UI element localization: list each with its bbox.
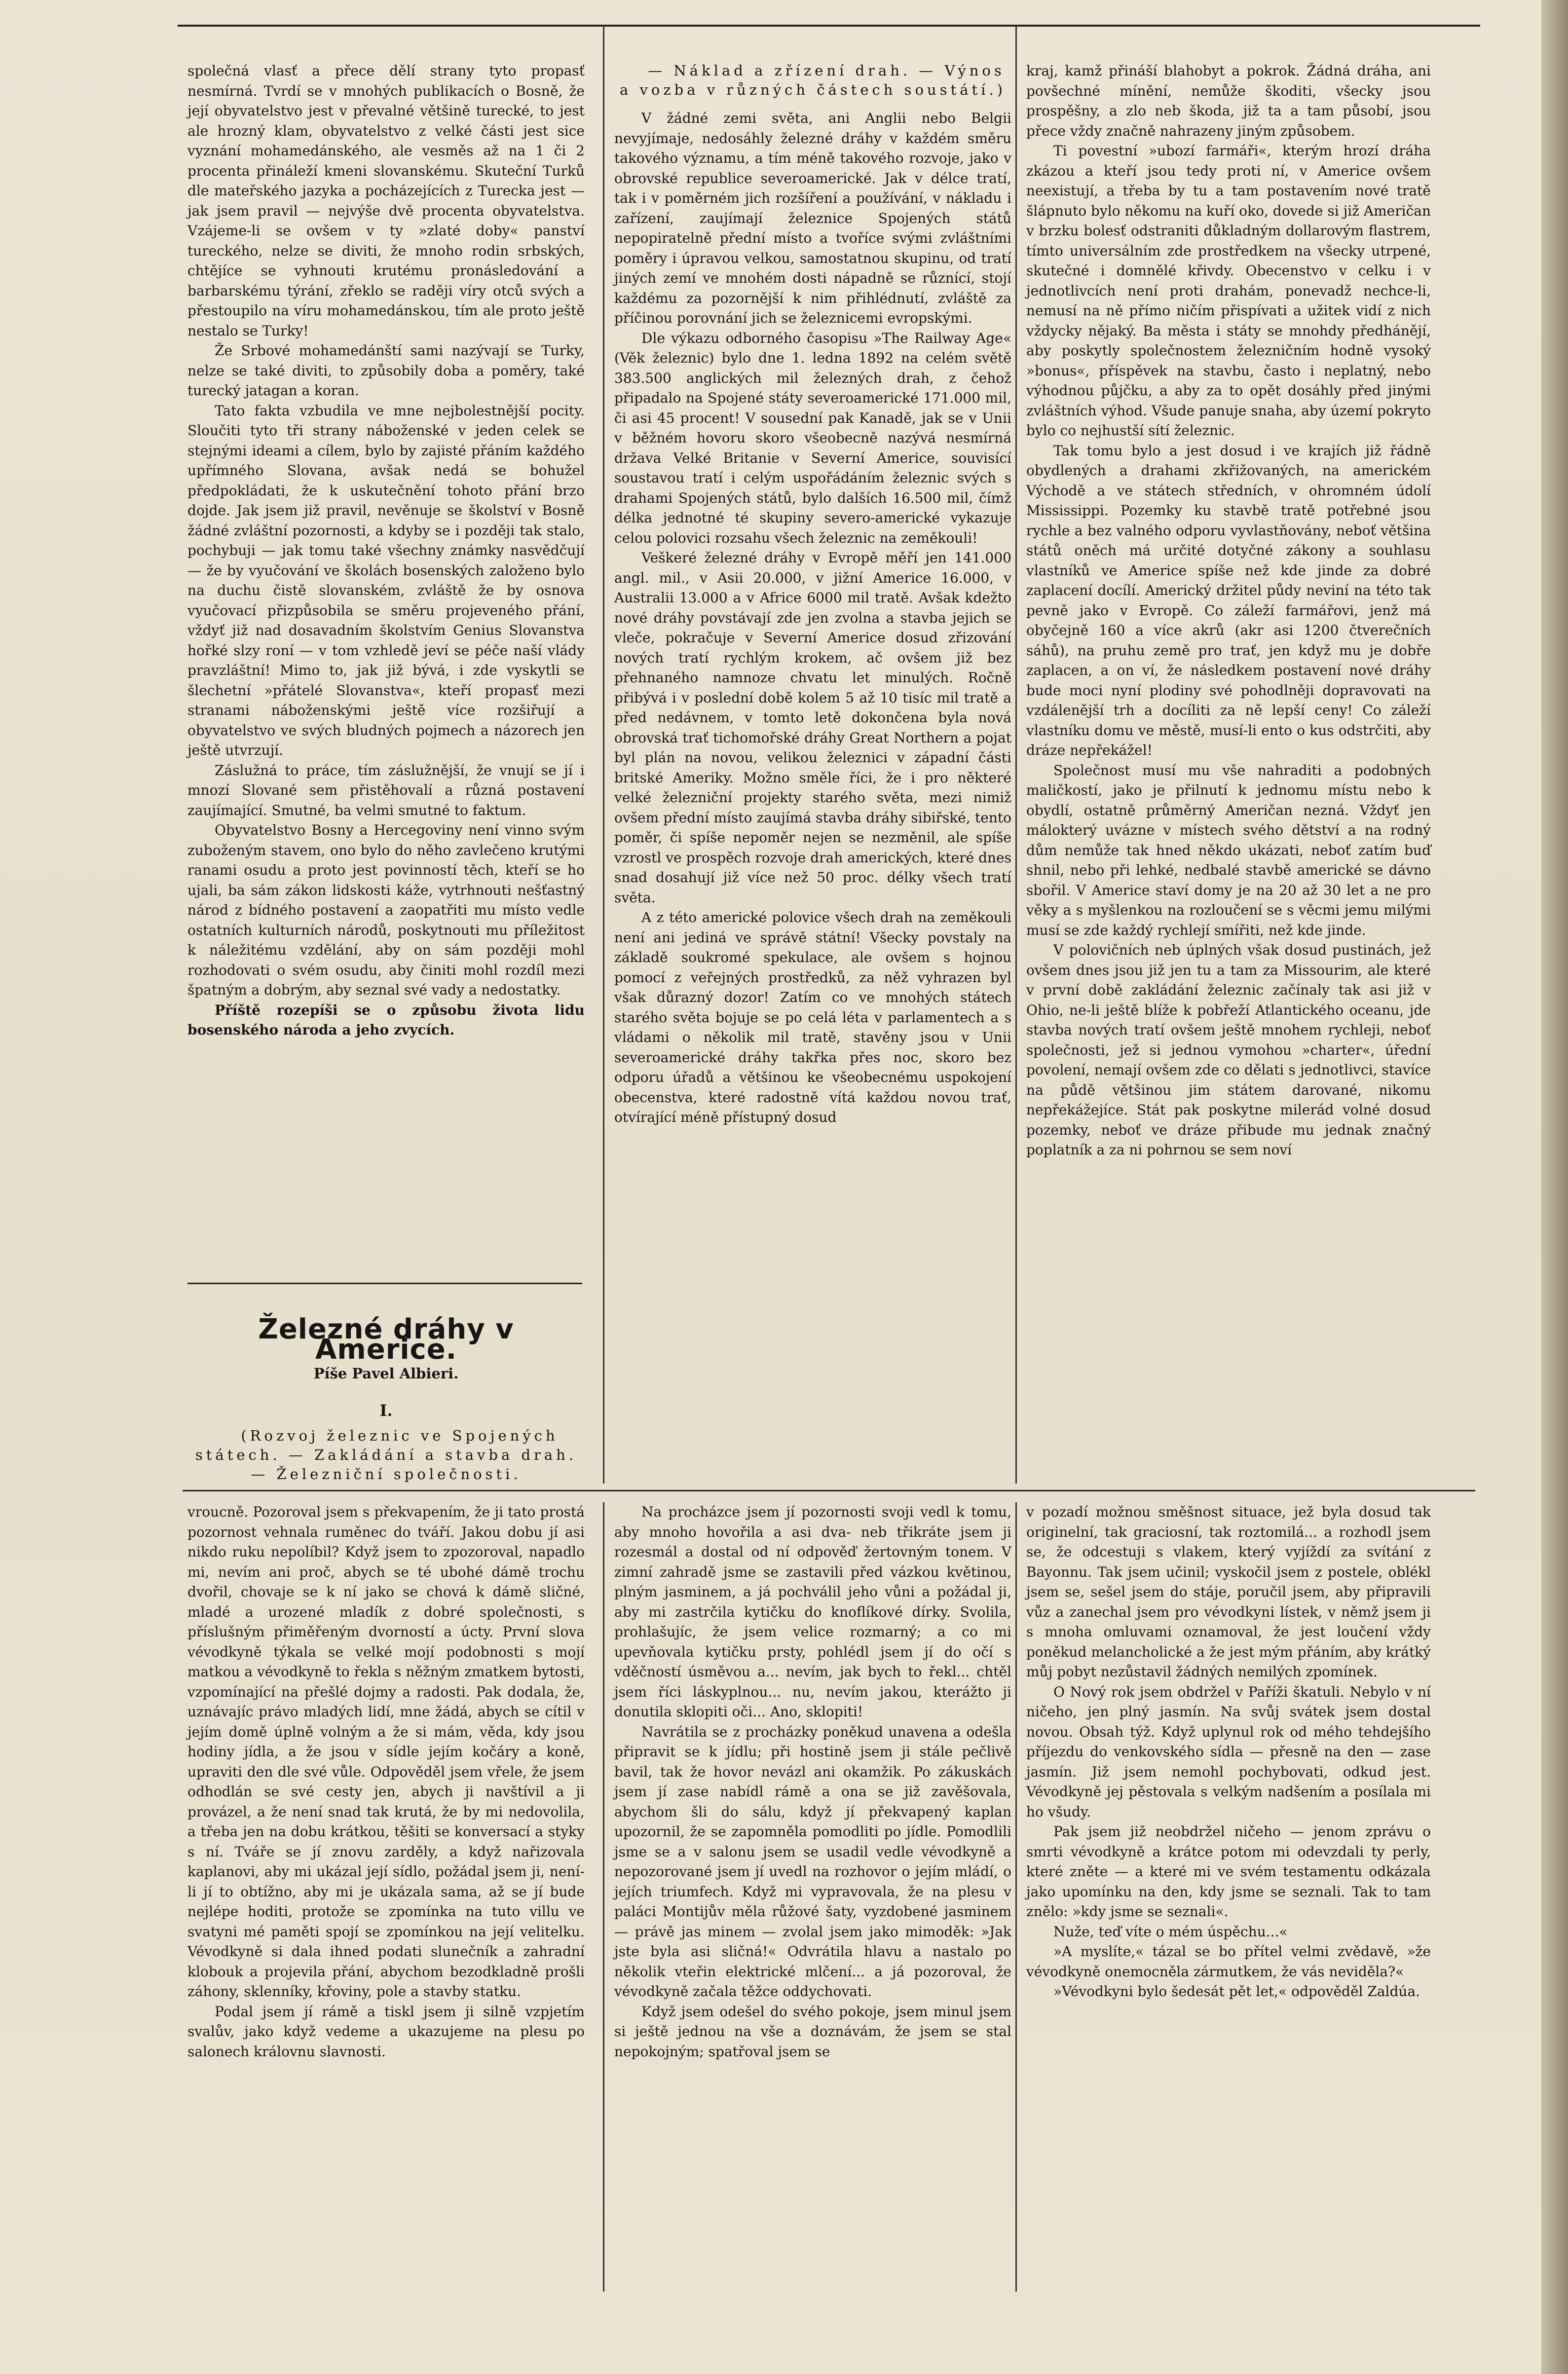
column-divider [1015,1502,1017,2292]
paragraph: Navrátila se z procházky poněkud unavena a odešla připravit se k jídlu; při hostině jsem ji stále pečlivě bavil, tak že hovor nevázl ani okamžik. Po zákuskách jsem jí zase nabídl rámě a ona se již zavěšovala, abychom šli do sálu, když jí překvapený kaplan upozornil, že se zapomněla pomodliti po jídle. Pomodlili jsme se a v salonu jsem se usadil vedle vévodkyně a nepozorované jsem jí uvedl na rozhovor o jejím mládí, o jejích triumfech. Když mi vypravovala, že na plesu v paláci Montijův měla růžové šaty, vyzdobené jasminem — právě jas minem — zvolal jsem jako mimoděk: »Jak jste byla asi sličná!« Odvrátila hlavu a nastalo po několik vteřin elektrické mlčení... a já pozoroval, že vévodkyně začala těžce oddychovati. [614,1723,1011,2000]
paragraph: Podal jsem jí rámě a tiskl jsem ji silně vzpjetím svalův, jako když vedeme a ukazujeme na plesu po salonech královnu slavnosti. [187,2003,585,2060]
paragraph: »A myslíte,« tázal se bo přítel velmi zvědavě, »že vévodkyně onemocněla zármutkem, že vás neviděla?« [1026,1943,1431,1980]
article-title: Železné dráhy v Americe. [258,1313,514,1366]
article-heading-block [187,1310,585,1484]
lower-column-3 [1026,1502,1431,2002]
column-divider [1015,26,1017,1484]
paragraph: O Nový rok jsem obdržel v Paříži škatuli. Nebylo v ní ničeho, jen plný jasmín. Na svůj svátek jsem dostal novou. Obsah týž. Když uplynul rok od mého tehdejšího příjezdu do venkovského sídla — přesně na den — zase jasmín. Již jsem nemohl pochybovati, odkud jest. Vévodkyně jej pěstovala s velkým nadšením a posílala mi ho všudy. [1026,1683,1431,1820]
paragraph: společná vlasť a přece dělí strany tyto propasť nesmírná. Tvrdí se v mnohých publikacích o Bosně, že její obyvatelstvo jest v převalné většině turecké, to jest ale hrozný klam, obyvatelstvo z velké části jest sice vyznání mohamedánského, ale vesměs až na 1 či 2 procenta přináleží kmeni slovanskému. Skuteční Turků dle mateřského jazyka a pocházejících z Turecka jest — jak jsem pravil — nejvýše dvě procenta obyvatelstva. Vzájeme-li se ovšem v ty »zlaté doby« panství tureckého, nelze se diviti, že mnoho rodin srbských, chtějíce se vyhnouti krutému pronásledování a barbarskému týrání, zřeklo se raději víry otců svých a přestoupilo na víru mohamedánskou, tím ale proto ještě nestalo se Turky! [187,63,585,339]
upper-column-3 [1026,61,1431,1160]
article-end-rule [187,1283,582,1284]
article-byline: Píše Pavel Albieri. [313,1365,459,1382]
paragraph: Když jsem odešel do svého pokoje, jsem minul jsem si ještě jednou na vše a doznávám, že jsem se stal nepokojným; spatřoval jsem se [614,2003,1011,2060]
paragraph: A z této americké polovice všech drah na zeměkouli není ani jediná ve správě státní! Všecky povstaly na základě soukromé spekulace, ale ovšem s hojnou pomocí z veřejných prostředků, za něž vyhrazen byl však důrazný dozor! Zatím co ve mnohých státech starého světa bojuje se po celá léta v parlamentech a s vládami o několik mil tratě, stavěny jsou v Unii severoamerické dráhy takřka přes noc, skoro bez odporu úřadů a většinou ke všeobecnému uspokojení obecenstva, které radostně vítá každou novou trať, otvírající méně přístupný dosud [614,909,1011,1125]
paragraph: V žádné zemi světa, ani Anglii nebo Belgii nevyjímaje, nedosáhly železné dráhy v každém směru takového významu, a tím méně takového rozvoje, jako v obrovské republice severoamerické. Jak v délce tratí, tak i v poměrném jich rozšíření a používání, v nákladu i zařízení, zaujímají železnice Spojených států nepopiratelně přední místo a tvoříce svými zvláštními poměry i úpravou velkou, samostatnou skupinu, od tratí jiných zemí ve mnohém dosti nápadně se různící, stojí každému za pozornější k nim přihlédnutí, zvláště za příčinou porovnání jich se železnicemi evropskými. [614,110,1011,326]
paragraph: vroucně. Pozoroval jsem s překvapením, že ji tato prostá pozornost vehnala ruměnec do tváří. Jakou dobu jí asi nikdo ruku nepolíbil? Když jsem to zpozoroval, napadlo mi, nevím ani proč, abych se té ubohé dámě trochu dvořil, chovaje se k ní jako se chová k dámě sličné, mladé a urozené mladík z dobré společnosti, s příslušným přiměřeným dvorností a úcty. První slova vévodkyně týkala se velké mojí podobnosti s mojí matkou a vévodkyně to řekla s něžným zmatkem bytosti, vzpomínající na přešlé dojmy a radosti. Pak dodala, že, uznávajíc právo mladých lidí, mne žádá, abych se cítil v jejím domě úplně volným a že si mám, věda, kdy jsou hodiny jídla, a že jsou v sídle jejím kočáry a koně, upraviti den dle své vůle. Odpověděl jsem vřele, že jsem odhodlán se své cesty jen, abych ji navštívil a ji provázel, a že není snad tak krutá, že by mi nedovolila, a třeba jen na dobu krátkou, těšiti se konversací a styky s ní. Tváře se jí znovu zarděly, a když nařizovala kaplanovi, aby mi ukázal její sídlo, požádal jsem ji, není-li jí to obtížno, aby mi je ukázala sama, až se jí bude nejlépe hoditi, protože se zpomínka na tuto villu ve svatyni mé paměti spojí se zpomínkou na její velitelku. Vévodkyně si dala ihned podati slunečník a zahradní klobouk a projevila přání, abychom bezodkladně prošli záhony, sklenníky, křoviny, pole a stavby statku. [187,1504,585,2000]
column-divider [603,26,604,1484]
paragraph: kraj, kamž přináší blahobyt a pokrok. Žádná dráha, ani povšechné mínění, nemůže škoditi, všecky jsou prospěšny, a zlo neb škoda, již ta a tam působí, jsou přece vždy značně nahrazeny jiným způsobem. [1026,63,1431,139]
paragraph: Tak tomu bylo a jest dosud i ve krajích již řádně obydlených a drahami zkřižovaných, na americkém Východě a ve státech středních, v ohromném údolí Mississippi. Pozemky ku stavbě tratě potřebné jsou rychle a bez valného odporu vyvlastňovány, neboť většina států oněch má určité dotyčné zákony a souhlasu vlastníků ve Americe spíše než kde jinde za dobré zaplacení docílí. Americký držitel půdy neviní na této tak pevně jako v Evropě. Co záleží farmářovi, jenž má obyčejně 160 a více akrů (akr asi 1200 čtverečních sáhů), na pruhu země pro trať, jen když mu je dobře zaplacen, a on ví, že následkem postavení nové dráhy bude moci nyní plodiny své pohodlněji dopravovati na vzdálenější trh a docíliti za ně lepší ceny! Co záleží vlastníku domu ve městě, musí-li ento o kus odstrčiti, aby dráze nepřekážel! [1026,442,1431,758]
paragraph: Záslužná to práce, tím záslužnější, že vnují se jí i mnozí Slované sem přistěhovalí a různá postavení zaujímající. Smutné, ba velmi smutné to faktum. [187,762,585,818]
paragraph: Ti povestní »ubozí farmáři«, kterým hrozí dráha zkázou a kteří jsou tedy proti ní, v Americe ovšem neexistují, a třeba by tu a tam postavením nové tratě šlápnuto bylo někomu na kuří oko, dovede si již Američan v brzku bolesť odstraniti důkladným dollarovým flastrem, tímto universálním zde prostředkem na všecky utrpené, skutečné i domnělé křivdy. Obecenstvo v celku i v jednotlivcích není proti drahám, ponevadž nechce-li, nemusí na ně přímo ničím přispívati a užitek vidí z nich vždycky nějaký. Ba města i státy se mnohdy předhánějí, aby poskytly společnostem železničním hodně vysoký »bonus«, příspěvek na stavbu, často i neplatný, nebo výhodnou půjčku, a aby za to opět dosáhly před jinými zvláštních výhod. Všude panuje snaha, aby území pokryto bylo co nejhustší sítí železnic. [1026,143,1431,439]
paragraph: Pak jsem již neobdržel ničeho — jenom zprávu o smrti vévodkyně a krátce potom mi odevzdali ty perly, které zněte — a které mi ve svém testamentu odkázala jako upomínku na den, kdy jsme se seznali. Tak to tam znělo: »kdy jsme se seznali«. [1026,1823,1431,1920]
paragraph: V polovičních neb úplných však dosud pustinách, jež ovšem dnes jsou již jen tu a tam za Missourim, ale které v první době zakládání železnic začínaly tak asi již v Ohio, ne-li ještě blíže k pobřeží Atlantického oceanu, jde stavba nových tratí ovšem ještě mnohem rychleji, neboť společnosti, jež si jednou vymohou »charter«, úřední povolení, nemají ovšem zde co dělati s jednotlivci, stavíce na půdě většinou jim státem darované, nikomu nepřekážejíce. Stát pak poskytne milerád volné dosud pozemky, neboť ve dráze přibude mu jednak značný poplatník a za ni pohrnou se sem noví [1026,942,1431,1158]
paragraph: v pozadí možnou směšnost situace, jež byla dosud tak originelní, tak graciosní, tak roztomilá... a rozhodl jsem se, že odcestuji s vlakem, který vyjíždí za svítání z Bayonnu. Tak jsem učinil; vyskočil jsem z postele, oblékl jsem se, sešel jsem do stáje, poručil jsem, aby připravili vůz a zanechal jsem pro vévodkyni lístek, v němž jsem ji s mnoha omluvami oznamoval, že jest loučení vždy poněkud melancholické a že jest mým přáním, aby krátký můj pobyt nezůstavil žádných nemilých zpomínek. [1026,1504,1431,1680]
lower-column-1 [187,1502,585,2062]
feuilleton-rule [183,1490,1475,1491]
paragraph: »Vévodkyni bylo šedesát pět let,« odpověděl Zaldúa. [1053,1983,1420,2000]
paragraph: Veškeré železné dráhy v Evropě měří jen 141.000 angl. mil., v Asii 20.000, v jižní Americe 16.000, v Australii 13.000 a v Africe 6000 mil tratě. Avšak kdežto nové dráhy povstávají zde jen zvolna a stavba jejich se vleče, pokračuje v Severní Americe dosud zřizování nových tratí rychlým krokem, ač ovšem již bez přehnaného namnoze chvatu let minulých. Ročně přibývá i v poslední době kolem 5 až 10 tisíc mil tratě a před nedávnem, v tomto letě dokončena byla nová obrovská trať tichomořské dráhy Great Northern a pojat byl plán na novou, velikou železnici v západní části britské Ameriky. Možno směle říci, že i pro některé velké železniční projekty starého světa, mezi nimiž ovšem přední místo zaujímá stavba dráhy sibiřské, tento poměr, či spíše nepoměr nejen se nezměnil, ale spíše vzrostl ve prospěch rozvoje drah amerických, které dnes snad dosahují již více než 50 proc. délky všech tratí světa. [614,550,1011,906]
upper-column-2 [614,61,1011,1128]
page-binding-edge [1541,0,1568,2374]
section-numeral: I. [379,1401,393,1420]
column-divider [603,1502,604,2292]
paragraph: Že Srbové mohamedánští sami nazývají se Turky, nelze se také diviti, to způsobily doba a poměry, také turecký jatagan a koran. [187,342,585,399]
article-subtitle-continued: — Náklad a zřízení drah. — Výnos a vozba v různých částech soustátí.) [620,62,1006,98]
article-subtitle: (Rozvoj železnic ve Spojených státech. — Zakládání a stavba drah. — Železniční společnosti. [195,1427,577,1483]
paragraph: Na procházce jsem jí pozornosti svoji vedl k tomu, aby mnoho hovořila a asi dva- neb třikráte jsem ji rozesmál a dostal od ní odpověď žertovným tonem. V zimní zahradě jsme se zastavili před vázkou květinou, plným jasminem, a já pochválil jeho vůni a požádal ji, aby mi zastrčila kytičku do knoflíkové dírky. Svolila, prohlašujíc, že jsem velice rozmarný; a co mi upevňovala kytičku prsty, pohlédl jsem jí do očí s vděčností úsměvou a... nevím, jak bych to řekl... chtěl jsem říci láskyplnou... nu, nevím jakou, kterážto ji donutila sklopiti oči... Ano, sklopiti! [614,1504,1011,1720]
paragraph: Nuže, teď víte o mém úspěchu...« [1053,1923,1288,1940]
upper-column-1 [187,61,585,1040]
paragraph: Dle výkazu odborného časopisu »The Railway Age« (Věk železnic) bylo dne 1. ledna 1892 na celém světě 383.500 anglických mil železných drah, z čehož připadalo na Spojené státy severoamerické 171.000 mil, či asi 45 procent! V sousední pak Kanadě, jak se v Unii v běžném hovoru skoro všeobecně nazývá nesmírná država Velké Britanie v Severní Americe, souvisící soustavou tratí i celým uspořádáním železnic svých s drahami Spojených států, bylo dalších 16.500 mil, čímž délka jednotné té skupiny severo-americké vykazuje celou polovici rozsahu všech železnic na zeměkouli! [614,330,1011,546]
paragraph: Tato fakta vzbudila ve mne nejbolestnější pocity. Sloučiti tyto tři strany náboženské v jeden celek se stejnými ideami a cílem, bylo by zajisté přáním každého upřímného Slovana, avšak nedá se bohužel předpokládati, že k uskutečnění tohoto přání brzo dojde. Jak jsem již pravil, nevěnuje se školství v Bosně žádné zvláštní pozornosti, a kdyby se i později tak stalo, pochybuji — jak tomu také všechny známky nasvědčují — že by vyučování ve školách bosenských založeno bylo na duchu čistě slovanském, zvláště že by osnova vyučovací přizpůsobila se směru projeveného přání, vždyť již nad dosavadním školstvím Genius Slovanstva hořké slzy roní — v tom vzhledě jeví se péče naší vlády pravzláštní! Mimo to, jak již bývá, i zde vyskytli se šlechetní »přátelé Slovanstva«, kteří propasť mezi stranami náboženskými ještě více rozšiřují a obyvatelstvo ve svých bludných pojmech a názorech jen ještě utvrzují. [187,402,585,758]
paragraph: Společnost musí mu vše nahraditi a podobných maličkostí, jako je přilnutí k jednomu místu nebo k obydlí, ostatně průměrný Američan nezná. Vždyť jen málokterý uvázne v místech svého dětství a na rodný dům nemůže tak hned někdo ukázati, neboť zatím buď shnil, nebo při lehké, nedbalé stavbě americké se dávno sbořil. V Americe staví domy je na 20 až 30 let a ne pro věky a s myšlenkou na rozloučení se s věcmi jemu milými musí se zde každý rychlejí smířiti, než kde jinde. [1026,762,1431,938]
paragraph: Obyvatelstvo Bosny a Hercegoviny není vinno svým zuboženým stavem, ono bylo do něho zavlečeno krutými ranami osudu a proto jest povinností těch, kteří se ho ujali, ba sám zákon lidskosti káže, vytrhnouti nešťastný národ z bídného postavení a zaopatřiti mu místo vedle ostatních kulturních národů, poskytnouti mu příležitost k náležitému vzdělání, aby on sám později mohl rozhodovati o svém osudu, aby činiti mohl rozdíl mezi špatným a dobrým, aby seznal své vady a nedostatky. [187,822,585,998]
lower-column-2 [614,1502,1011,2062]
paragraph: Příště rozepíši se o způsobu života lidu bosenského národa a jeho zvycích. [187,1002,585,1038]
top-rule [178,25,1480,27]
